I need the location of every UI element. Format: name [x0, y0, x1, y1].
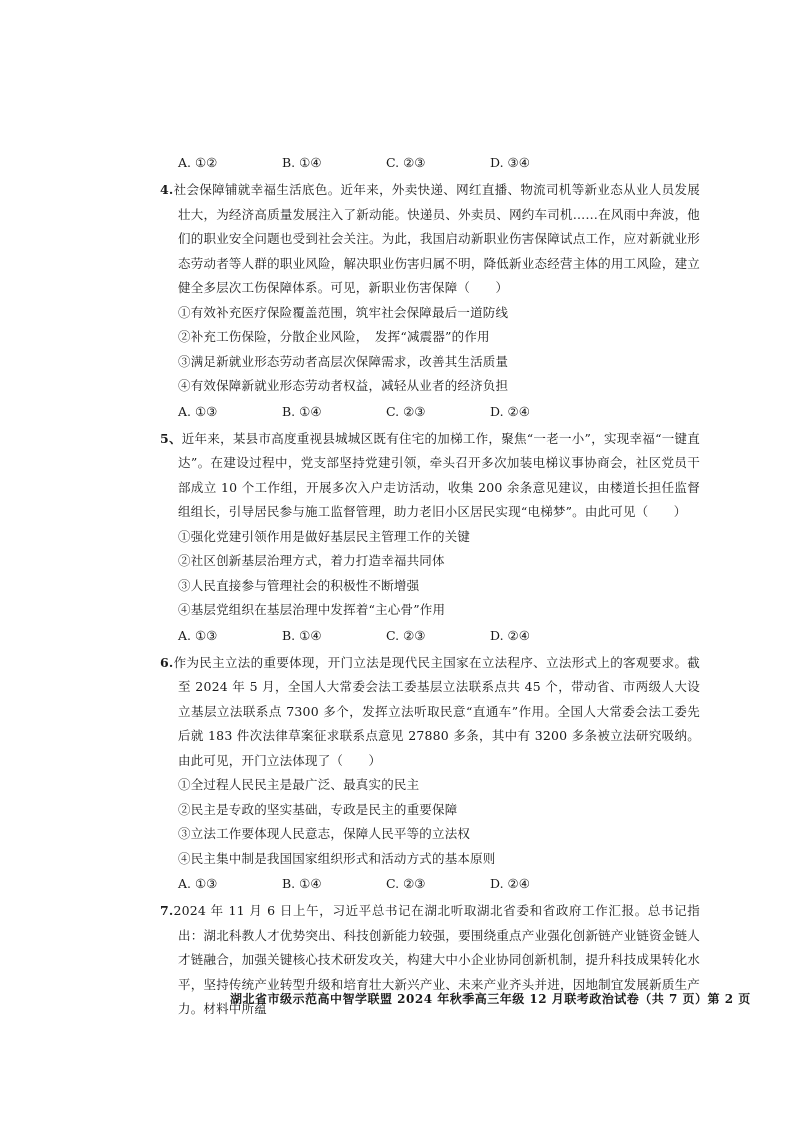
q5-statement-1: ①强化党建引领作用是做好基层民主管理工作的关键	[178, 528, 471, 544]
q5-statement-4: ④基层党组织在基层治理中发挥着“主心骨”作用	[178, 602, 446, 617]
q4-stem	[160, 178, 700, 301]
q6-stem	[160, 651, 700, 774]
q4-option-d: D. ②④	[490, 403, 530, 419]
q4-option-b: B. ①④	[282, 403, 322, 419]
q6-option-c: C. ②③	[386, 876, 426, 891]
q4-option-c: C. ②③	[386, 403, 426, 419]
q5-stem	[160, 427, 700, 525]
q5-stem-text: 近年来，某县市高度重视县城城区既有住宅的加梯工作，聚焦“一老一小”，实现幸福“一键直达”。在建设过程中，党支部坚持党建引领，牵头召开多次加装电梯议事协商会，社区党员干部成立 10 个工作组，开展多次入户走访活动，收集 200 余条意见建议，由楼道长担任监督组组长，引导居民参与施工监督管理，助力老旧小区居民实现“电梯梦”。由此可见（ ）	[178, 430, 700, 519]
page-footer: 湖北省市级示范高中智学联盟 2024 年秋季高三年级 12 月联考政治试卷（共 7 页）第 2 页	[230, 992, 751, 1006]
q5-statement-2: ②社区创新基层治理方式，着力打造幸福共同体	[178, 553, 445, 568]
q4-statement-3: ③满足新就业形态劳动者高层次保障需求，改善其生活质量	[178, 353, 509, 369]
q6-statement-3: ③立法工作要体现人民意志，保障人民平等的立法权	[178, 826, 471, 841]
q7-stem-text: 2024 年 11 月 6 日上午，习近平总书记在湖北听取湖北省委和省政府工作汇报。总书记指出：湖北科教人才优势突出、科技创新能力较强，要围绕重点产业强化创新链产业链资金链人才链融合，加强关键核心技术研发攻关，构建大中小企业协同创新机制，提升科技成果转化水平，坚持传统产业转型升级和培育壮大新兴产业、未来产业齐头并进，因地制宜发展新质生产力。材料中所蕴	[173, 903, 700, 1016]
q5-option-b: B. ①④	[282, 627, 322, 643]
q6-stem-text: 作为民主立法的重要体现，开门立法是现代民主国家在立法程序、立法形式上的客观要求。截至 2024 年 5 月，全国人大常委会法工委基层立法联系点共 45 个，带动省、市两级人大设立基层立法联系点 7300 多个，发挥立法听取民意“直通车”作用。全国人大常委会法工委先后就 183 件次法律草案征求联系点意见 27880 多条，其中有 3200 多条被立法研究吸纳。由此可见，开门立法体现了（ ）	[173, 654, 700, 768]
q5-option-d: D. ②④	[490, 627, 530, 643]
q5-statement-3: ③人民直接参与管理社会的积极性不断增强	[178, 577, 420, 593]
q3-option-c: C. ②③	[386, 155, 426, 170]
q3-option-a: A. ①②	[178, 155, 218, 170]
q4-option-a: A. ①③	[178, 403, 218, 419]
q6-statement-2: ②民主是专政的坚实基础，专政是民主的重要保障	[178, 801, 458, 817]
q5-option-a: A. ①③	[178, 627, 218, 643]
question-6	[160, 651, 700, 898]
q4-stem-text: 社会保障铺就幸福生活底色。近年来，外卖快递、网红直播、物流司机等新业态从业人员发展壮大，为经济高质量发展注入了新动能。快递员、外卖员、网约车司机……在风雨中奔波，他们的职业安全问题也受到社会关注。为此，我国启动新职业伤害保障试点工作，应对新就业形态劳动者等人群的职业风险，解决职业伤害归属不明，降低新业态经营主体的用工风险，建立健全多层次工伤保障体系。可见，新职业伤害保障（ ）	[173, 182, 700, 295]
q6-option-a: A. ①③	[178, 876, 218, 891]
q5-option-c: C. ②③	[386, 627, 426, 643]
q6-option-d: D. ②④	[490, 876, 530, 891]
q7-number: 7.	[160, 903, 174, 918]
q4-statement-4: ④有效保障新就业形态劳动者权益，减轻从业者的经济负担	[178, 378, 509, 393]
question-5	[160, 427, 700, 649]
q4-statement-1: ①有效补充医疗保险覆盖范围，筑牢社会保障最后一道防线	[178, 304, 509, 320]
q4-options	[178, 399, 700, 425]
q4-number: 4.	[160, 182, 174, 197]
q3-options	[178, 150, 700, 176]
q6-statement-1: ①全过程人民民主是最广泛、最真实的民主	[178, 777, 420, 792]
q6-number: 6.	[160, 654, 174, 670]
q5-number: 5、	[160, 430, 182, 446]
q3-option-d: D. ③④	[490, 155, 530, 170]
q5-options	[178, 623, 700, 649]
q6-option-b: B. ①④	[282, 876, 322, 891]
q6-options	[178, 871, 700, 897]
q3-option-b: B. ①④	[282, 155, 322, 170]
q4-statement-2: ②补充工伤保险，分散企业风险， 发挥“减震器”的作用	[178, 329, 490, 344]
q6-statement-4: ④民主集中制是我国国家组织形式和活动方式的基本原则	[178, 850, 496, 866]
page-content	[160, 150, 700, 1022]
question-4	[160, 178, 700, 425]
